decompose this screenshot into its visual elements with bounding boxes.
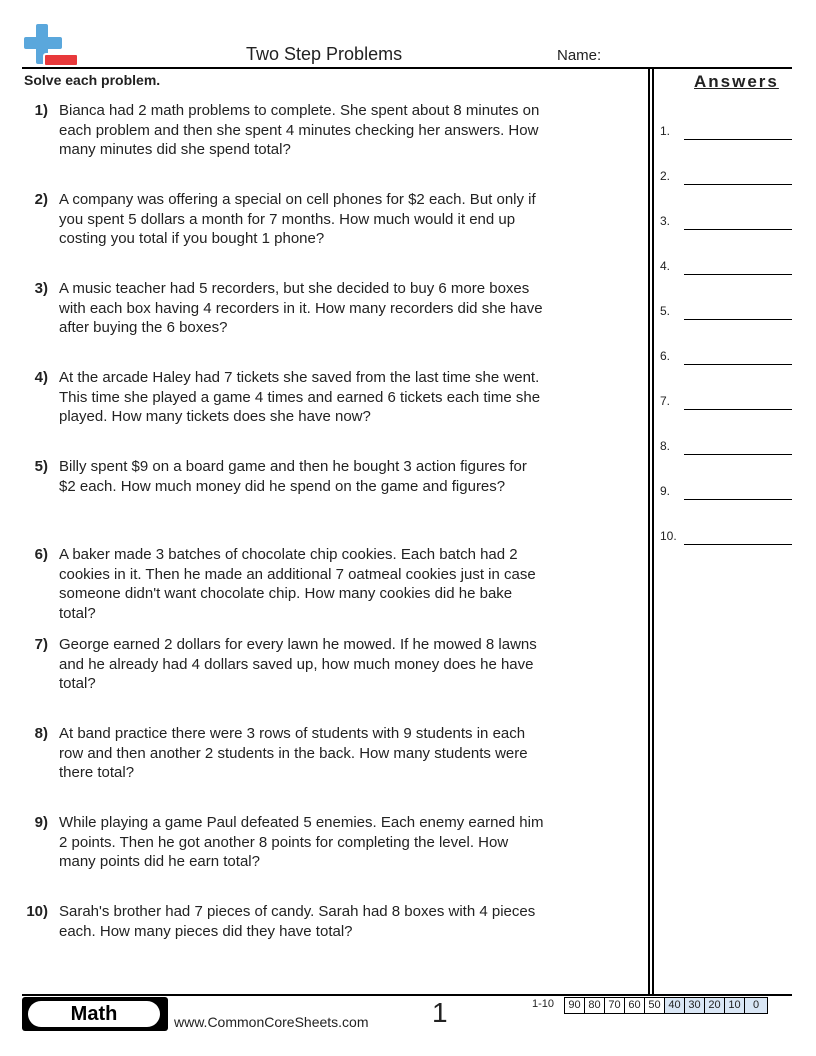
answer-blank[interactable] (684, 544, 792, 545)
problem-number: 3) (34, 280, 48, 297)
score-cell: 50 (645, 998, 665, 1013)
answer-row (660, 480, 792, 500)
answer-row (660, 390, 792, 410)
answer-blank[interactable] (684, 184, 792, 185)
answer-blank[interactable] (684, 409, 792, 410)
answer-number: 2. (660, 169, 671, 183)
score-cell: 80 (585, 998, 605, 1013)
score-range-label: 1-10 (532, 998, 555, 1010)
problem-number: 8) (34, 725, 48, 742)
page-number: 1 (432, 997, 448, 1028)
score-cell: 10 (725, 998, 745, 1013)
problem-text: A music teacher had 5 recorders, but she decided to buy 6 more boxes with each box having 4 recorders in it. How many recorders did she have after buying the 6 boxes? (59, 280, 543, 336)
name-label: Name: (557, 47, 602, 64)
logo-icon (22, 22, 80, 70)
answer-row (660, 300, 792, 320)
subject-badge (22, 997, 168, 1031)
answer-number: 6. (660, 349, 671, 363)
answer-row (660, 165, 792, 185)
problem-text: Bianca had 2 math problems to complete. She spent about 8 minutes on each problem and then she spent 4 minutes checking her answers. How many minutes did she spend total? (59, 102, 540, 158)
score-cell: 40 (665, 998, 685, 1013)
answer-row (660, 345, 792, 365)
score-cell: 30 (685, 998, 705, 1013)
score-cell: 70 (605, 998, 625, 1013)
column-divider (648, 68, 654, 995)
problem-text: Sarah's brother had 7 pieces of candy. Sarah had 8 boxes with 4 pieces each. How many pieces did they have total? (59, 903, 536, 940)
score-cell: 90 (565, 998, 585, 1013)
answer-blank[interactable] (684, 319, 792, 320)
website-url: www.CommonCoreSheets.com (174, 1014, 369, 1030)
problem-text: Billy spent $9 on a board game and then he bought 3 action figures for $2 each. How much money did he spend on the game and figures? (59, 458, 527, 495)
answer-number: 1. (660, 124, 671, 138)
problem-number: 1) (34, 102, 48, 119)
answer-row (660, 120, 792, 140)
answer-blank[interactable] (684, 274, 792, 275)
answer-number: 4. (660, 259, 671, 273)
problem-number: 9) (34, 814, 48, 831)
answer-number: 3. (660, 214, 671, 228)
subject-label: Math (28, 1001, 160, 1027)
score-cell: 0 (745, 998, 767, 1013)
answer-blank[interactable] (684, 499, 792, 500)
problem-number: 7) (34, 636, 48, 653)
answer-blank[interactable] (684, 454, 792, 455)
footer-divider (22, 994, 792, 996)
worksheet-title: Two Step Problems (246, 44, 403, 64)
header-divider (22, 67, 792, 69)
answer-blank[interactable] (684, 364, 792, 365)
answer-row (660, 525, 792, 545)
answer-number: 8. (660, 439, 671, 453)
problem-text: At band practice there were 3 rows of students with 9 students in each row and then another 2 students in the back. How many students were there total? (59, 725, 528, 781)
problem-number: 10) (26, 903, 48, 920)
answers-heading: Answers (694, 72, 779, 91)
problem-text: George earned 2 dollars for every lawn he mowed. If he mowed 8 lawns and he already had 4 dollars saved up, how much money does he have total? (59, 636, 537, 692)
answer-row (660, 255, 792, 275)
problem-text: While playing a game Paul defeated 5 enemies. Each enemy earned him 2 points. Then he got another 8 points for completing the level. How many points did he earn total? (59, 814, 544, 870)
problem-number: 4) (34, 369, 48, 386)
problem-number: 6) (34, 546, 48, 563)
problem-text: At the arcade Haley had 7 tickets she saved from the last time she went. This time she played a game 4 times and earned 6 tickets each time she played. How many tickets does she have now? (59, 369, 541, 425)
answer-number: 10. (660, 529, 677, 543)
answer-row (660, 435, 792, 455)
problem-number: 5) (34, 458, 48, 475)
answer-number: 5. (660, 304, 671, 318)
problem-number: 2) (34, 191, 48, 208)
problem-text: A company was offering a special on cell phones for $2 each. But only if you spent 5 dollars a month for 7 months. How much would it end up costing you total if you bought 1 phone? (59, 191, 536, 247)
score-cell: 60 (625, 998, 645, 1013)
answer-blank[interactable] (684, 229, 792, 230)
answer-number: 9. (660, 484, 671, 498)
answer-row (660, 210, 792, 230)
instructions: Solve each problem. (24, 72, 161, 88)
answer-blank[interactable] (684, 139, 792, 140)
score-table (564, 997, 768, 1014)
score-cell: 20 (705, 998, 725, 1013)
problem-text: A baker made 3 batches of chocolate chip cookies. Each batch had 2 cookies in it. Then he made an additional 7 oatmeal cookies just in case someone didn't want chocolate chip. How many cookies did he bake total? (59, 546, 536, 622)
answer-number: 7. (660, 394, 671, 408)
